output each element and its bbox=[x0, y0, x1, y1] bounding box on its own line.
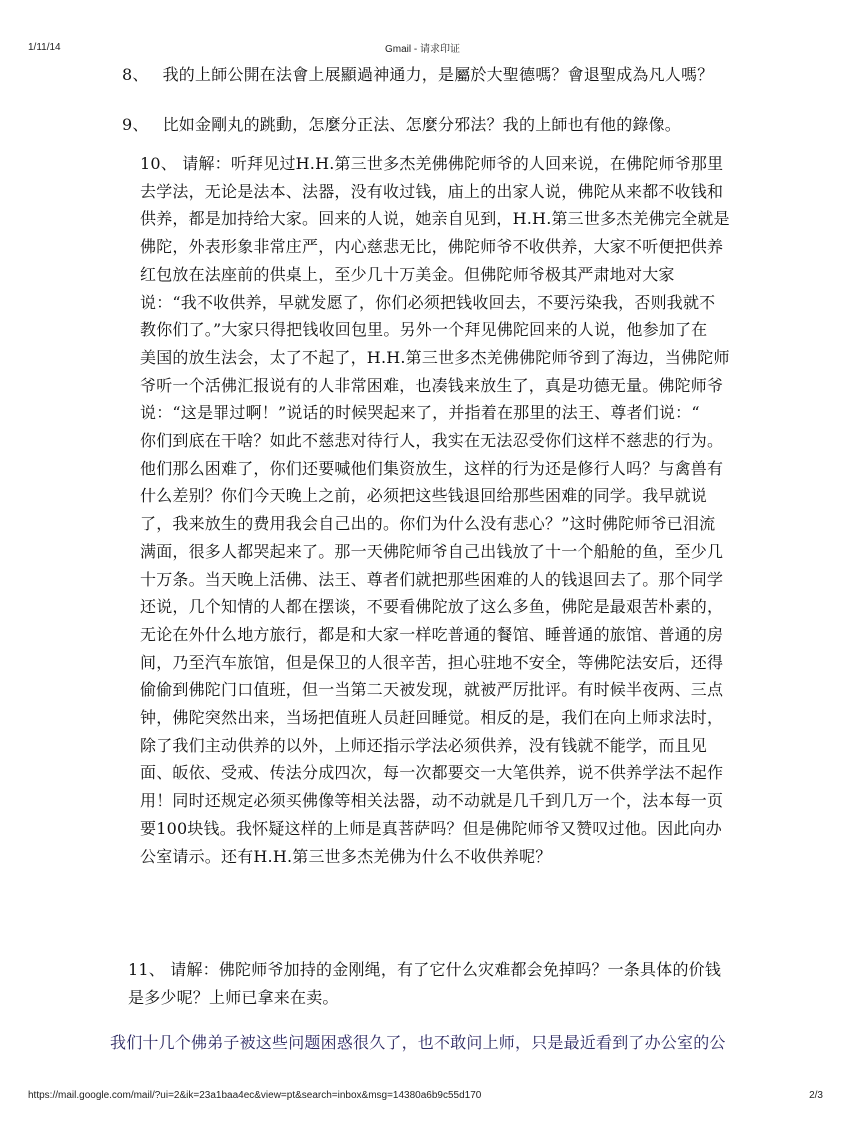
question-8 bbox=[122, 62, 713, 85]
paragraph-line: 你们到底在干啥？如此不慈悲对待行人，我实在无法忍受你们这样不慈悲的行为。 bbox=[140, 431, 724, 451]
paragraph-line: 是多少呢？上师已拿来在卖。 bbox=[128, 988, 339, 1007]
print-header-title: Gmail - 请求印证 bbox=[385, 44, 460, 55]
paragraph-line: 了，我来放生的费用我会自己出的。你们为什么没有悲心？”这时佛陀师爷已泪流 bbox=[140, 514, 716, 534]
paragraph-line: 满面，很多人都哭起来了。那一天佛陀师爷自己出钱放了十一个船舱的鱼，至少几 bbox=[140, 541, 724, 561]
paragraph-line: 除了我们主动供养的以外，上师还指示学法必须供养，没有钱就不能学，而且见 bbox=[140, 735, 708, 755]
paragraph-line: 用！同时还规定必须买佛像等相关法器，动不动就是几千到几万一个，法本每一页 bbox=[140, 791, 724, 811]
paragraph-line: 美国的放生法会，太了不起了，H.H.第三世多杰羌佛佛陀师爷到了海边，当佛陀师 bbox=[140, 347, 730, 367]
question-number: 8、 bbox=[122, 65, 149, 84]
print-footer-url: https://mail.google.com/mail/?ui=2&ik=23a1baa4ec&view=pt&search=inbox&msg=14380a6b9c55d170 bbox=[28, 1090, 482, 1101]
question-10 bbox=[140, 150, 820, 870]
paragraph-line: 红包放在法座前的供桌上，至少几十万美金。但佛陀师爷极其严肃地对大家 bbox=[140, 264, 675, 284]
closing-text: 我们十几个佛弟子被这些问题困惑很久了，也不敢问上师，只是最近看到了办公室的公 bbox=[110, 1033, 726, 1052]
question-number: 9、 bbox=[122, 115, 149, 134]
paragraph-line: 说：“我不收供养，早就发愿了，你们必须把钱收回去，不要污染我，否则我就不 bbox=[140, 292, 716, 312]
paragraph-line: 公室请示。还有H.H.第三世多杰羌佛为什么不收供养呢？ bbox=[140, 846, 552, 866]
paragraph-line: 去学法，无论是法本、法器，没有收过钱，庙上的出家人说，佛陀从来都不收钱和 bbox=[140, 181, 724, 201]
paragraph-line: 要100块钱。我怀疑这样的上师是真菩萨吗？但是佛陀师爷又赞叹过他。因此向办 bbox=[140, 818, 722, 838]
paragraph-line: 什么差别？你们今天晚上之前，必须把这些钱退回给那些困难的同学。我早就说 bbox=[140, 486, 708, 506]
paragraph-line: 面、皈依、受戒、传法分成四次，每一次都要交一大笔供养，说不供养学法不起作 bbox=[140, 763, 724, 783]
paragraph-line: 间，乃至汽车旅馆，但是保卫的人很辛苦，担心驻地不安全，等佛陀法安后，还得 bbox=[140, 652, 724, 672]
question-text: 我的上師公開在法會上展顯過神通力，是屬於大聖德嗎？會退聖成為凡人嗎？ bbox=[162, 65, 714, 84]
question-text: 比如金剛丸的跳動，怎麼分正法、怎麼分邪法？我的上師也有他的錄像。 bbox=[162, 115, 681, 134]
question-9 bbox=[122, 112, 681, 135]
print-page-number: 2/3 bbox=[809, 1090, 823, 1101]
print-date: 1/11/14 bbox=[28, 42, 61, 53]
paragraph-line: 教你们了。”大家只得把钱收回包里。另外一个拜见佛陀回来的人说，他参加了在 bbox=[140, 320, 708, 340]
paragraph-line: 十万条。当天晚上活佛、法王、尊者们就把那些困难的人的钱退回去了。那个同学 bbox=[140, 569, 724, 589]
paragraph-line: 11、 请解：佛陀师爷加持的金刚绳，有了它什么灾难都会免掉吗？一条具体的价钱 bbox=[128, 960, 722, 979]
paragraph-line: 无论在外什么地方旅行，都是和大家一样吃普通的餐馆、睡普通的旅馆、普通的房 bbox=[140, 624, 724, 644]
paragraph-line: 还说，几个知情的人都在摆谈，不要看佛陀放了这么多鱼，佛陀是最艰苦朴素的， bbox=[140, 597, 724, 617]
paragraph-line: 说：“这是罪过啊！”说话的时候哭起来了，并指着在那里的法王、尊者们说：“ bbox=[140, 403, 700, 423]
paragraph-line: 他们那么困难了，你们还要喊他们集资放生，这样的行为还是修行人吗？与禽兽有 bbox=[140, 458, 724, 478]
paragraph-line: 爷听一个活佛汇报说有的人非常困难，也凑钱来放生了，真是功德无量。佛陀师爷 bbox=[140, 375, 724, 395]
question-11 bbox=[128, 956, 818, 1012]
paragraph-line: 佛陀，外表形象非常庄严，内心慈悲无比，佛陀师爷不收供养，大家不听便把供养 bbox=[140, 237, 724, 257]
paragraph-line: 钟，佛陀突然出来，当场把值班人员赶回睡觉。相反的是，我们在向上师求法时， bbox=[140, 708, 724, 728]
paragraph-line: 偷偷到佛陀门口值班，但一当第二天被发现，就被严厉批评。有时候半夜两、三点 bbox=[140, 680, 724, 700]
paragraph-line: 10、 请解：听拜见过H.H.第三世多杰羌佛佛陀师爷的人回来说，在佛陀师爷那里 bbox=[140, 154, 724, 173]
paragraph-line: 供养，都是加持给大家。回来的人说，她亲自见到，H.H.第三世多杰羌佛完全就是 bbox=[140, 209, 730, 229]
